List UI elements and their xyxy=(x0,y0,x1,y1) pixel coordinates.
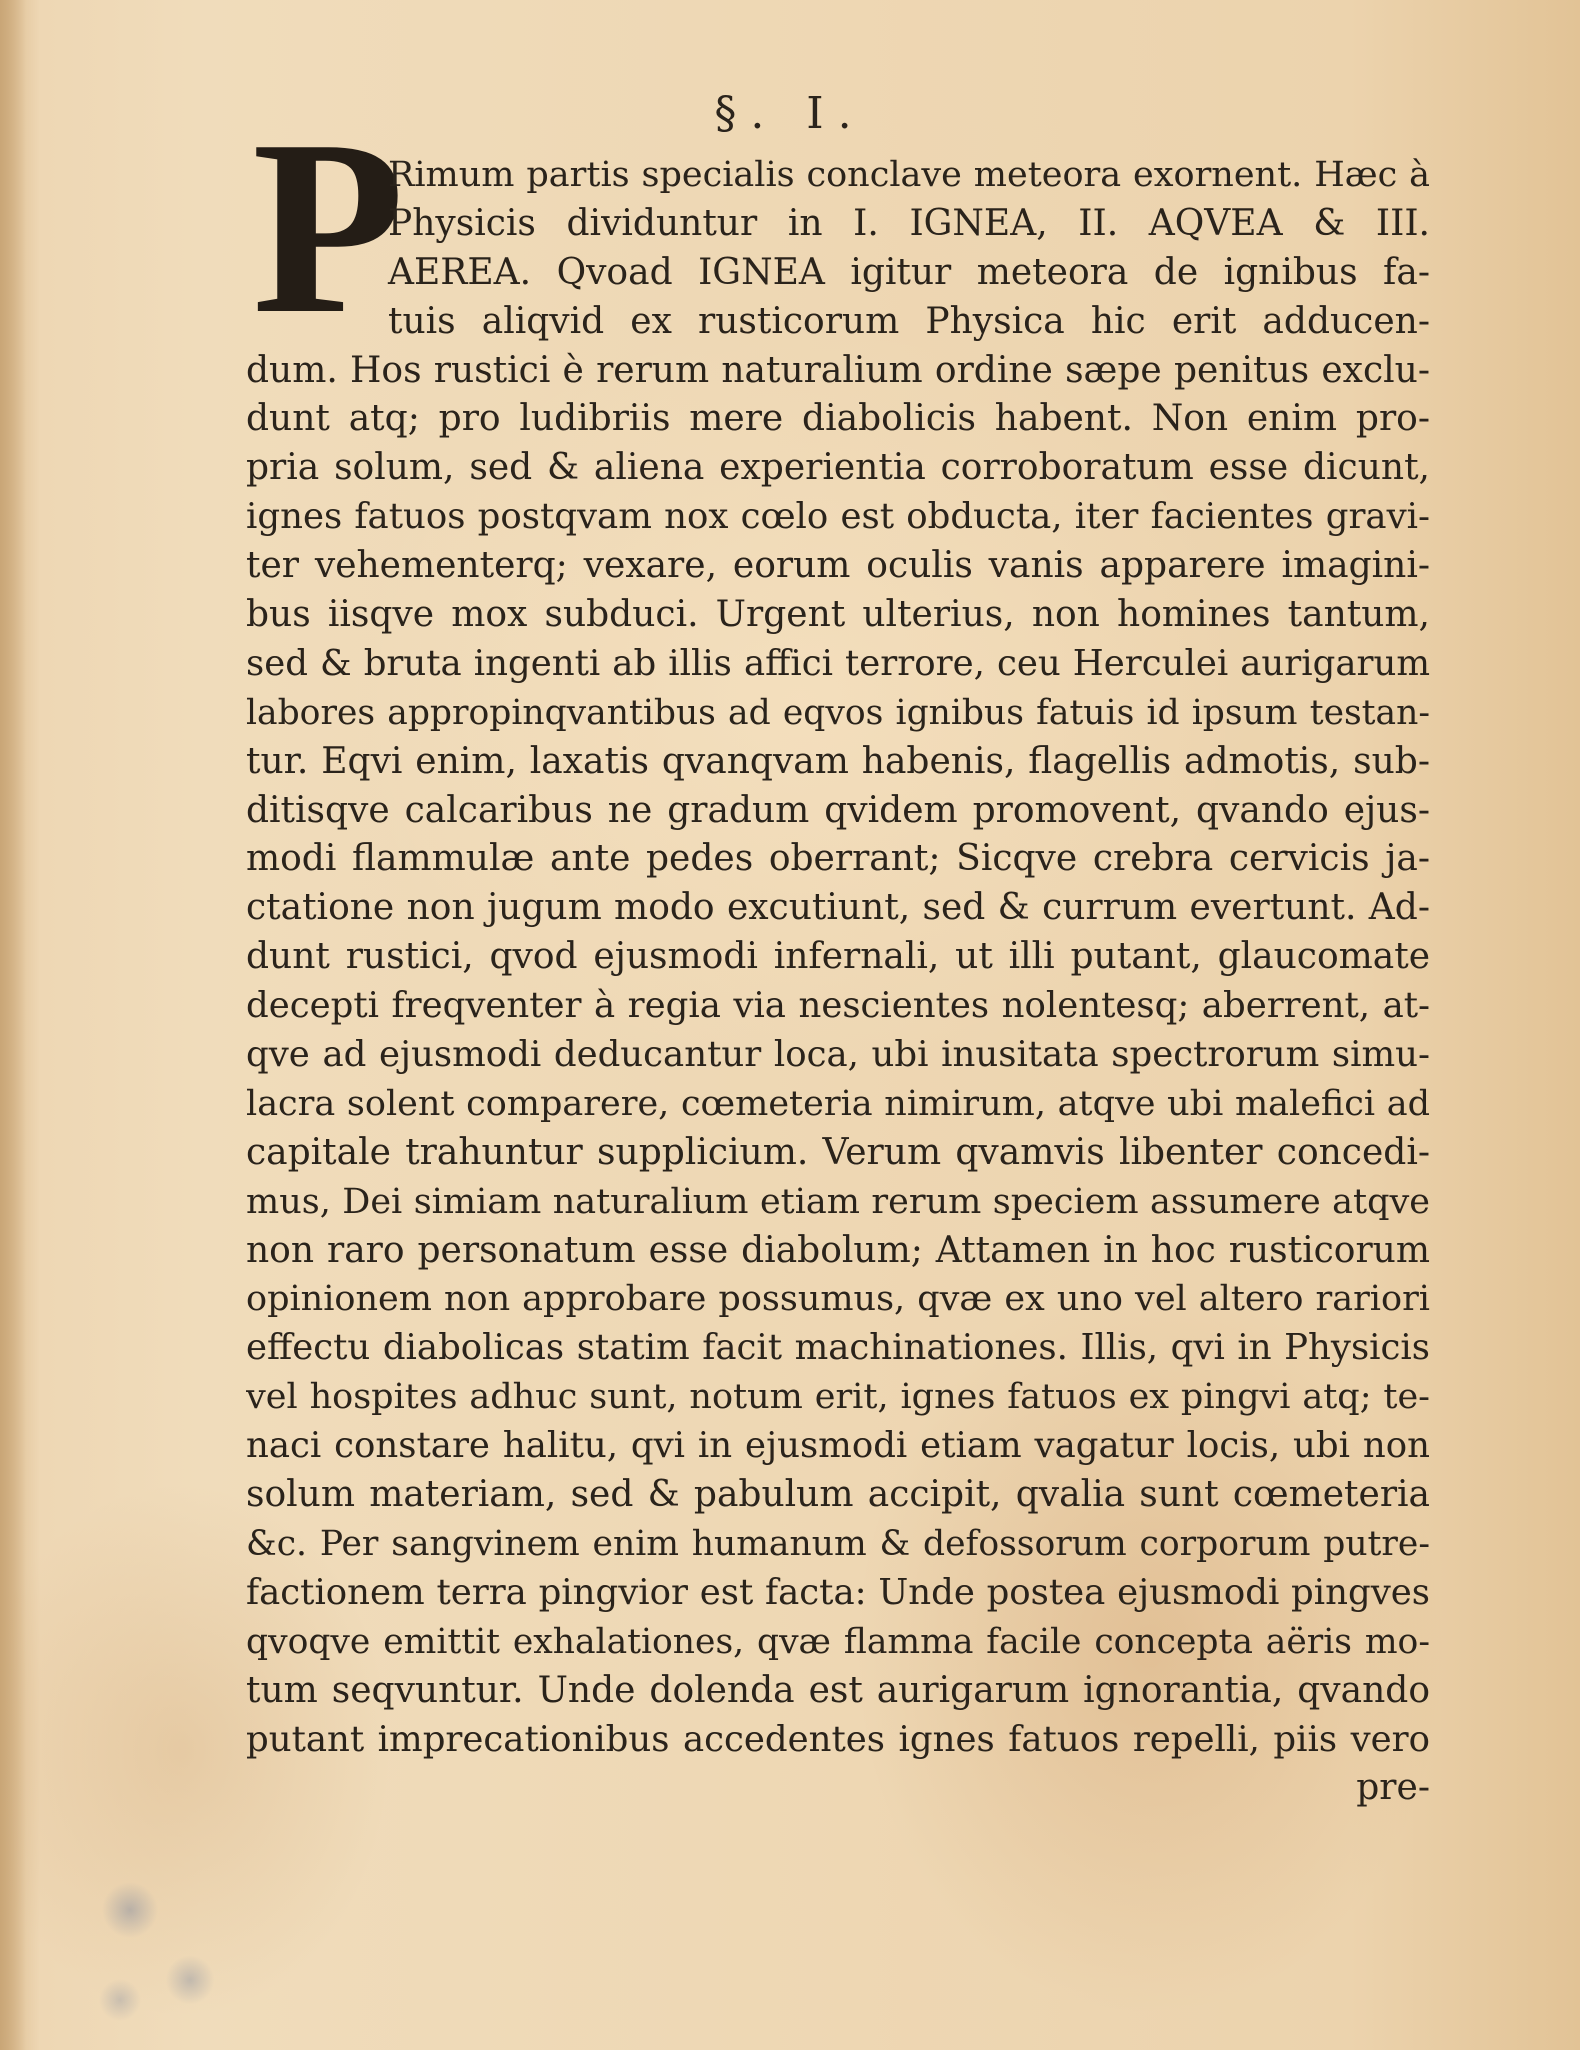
library-stamp-smudge xyxy=(70,1850,240,2040)
text-line: qvoqve emittit exhalationes, qvæ flamma facile concepta aëris mo- xyxy=(246,1621,1430,1662)
text-line: dunt rustici, qvod ejusmodi infernali, ut illi putant, glaucomate xyxy=(246,936,1430,978)
drop-cap-initial: P xyxy=(252,89,405,366)
text-line: AEREA. Qvoad IGNEA igitur meteora de ignibus fa- xyxy=(388,251,1430,293)
text-line: lacra solent comparere, cœmeteria nimirum, atqve ubi malefici ad xyxy=(246,1083,1430,1124)
text-line: pria solum, sed & aliena experientia corroboratum esse dicunt, xyxy=(246,447,1430,489)
text-line: opinionem non approbare possumus, qvæ ex uno vel altero rariori xyxy=(246,1279,1430,1320)
text-line: vel hospites adhuc sunt, notum erit, ignes fatuos ex pingvi atq; te- xyxy=(246,1377,1430,1418)
text-line: ctatione non jugum modo excutiunt, sed & currum evertunt. Ad- xyxy=(246,887,1430,929)
text-line: modi flammulæ ante pedes oberrant; Sicqve crebra cervicis ja- xyxy=(246,838,1430,880)
page-edge-shadow xyxy=(0,0,26,2050)
text-line: factionem terra pingvior est facta: Unde postea ejusmodi pingves xyxy=(246,1571,1430,1613)
text-line: dum. Hos rustici è rerum naturalium ordine sæpe penitus exclu- xyxy=(246,349,1430,391)
text-line: &c. Per sangvinem enim humanum & defossorum corporum putre- xyxy=(246,1523,1430,1564)
text-line: tur. Eqvi enim, laxatis qvanqvam habenis, flagellis admotis, sub- xyxy=(246,740,1430,782)
text-line: qve ad ejusmodi deducantur loca, ubi inusitata spectrorum simu- xyxy=(246,1034,1430,1076)
text-line: putant imprecationibus accedentes ignes fatuos repelli, piis vero xyxy=(246,1718,1430,1760)
text-line: non raro personatum esse diabolum; Attamen in hoc rusticorum xyxy=(246,1229,1430,1271)
text-line: naci constare halitu, qvi in ejusmodi etiam vagatur locis, ubi non xyxy=(246,1425,1430,1467)
text-line: Rimum partis specialis conclave meteora exornent. Hæc à xyxy=(388,155,1430,195)
text-line: labores appropinqvantibus ad eqvos ignibus fatuis id ipsum testan- xyxy=(246,692,1430,733)
text-line: decepti freqventer à regia via nescientes nolentesq; aberrent, at- xyxy=(246,985,1430,1027)
body-text xyxy=(246,151,1430,1813)
text-line: ignes fatuos postqvam nox cœlo est obducta, iter facientes gravi- xyxy=(246,496,1430,538)
text-line: ditisqve calcaribus ne gradum qvidem promovent, qvando ejus- xyxy=(246,789,1430,831)
text-line: Physicis dividuntur in I. IGNEA, II. AQVEA & III. xyxy=(388,202,1430,244)
text-line: effectu diabolicas statim facit machinationes. Illis, qvi in Physicis xyxy=(246,1327,1430,1369)
text-line: capitale trahuntur supplicium. Verum qvamvis libenter concedi- xyxy=(246,1131,1430,1173)
text-line: mus, Dei simiam naturalium etiam rerum speciem assumere atqve xyxy=(246,1181,1430,1222)
text-line: tuis aliqvid ex rusticorum Physica hic erit adducen- xyxy=(388,300,1430,342)
text-line: solum materiam, sed & pabulum accipit, qvalia sunt cœmeteria xyxy=(246,1474,1430,1516)
text-line: bus iisqve mox subduci. Urgent ulterius, non homines tantum, xyxy=(246,594,1430,636)
text-line: tum seqvuntur. Unde dolenda est aurigarum ignorantia, qvando xyxy=(246,1669,1430,1711)
section-heading: §. I. xyxy=(714,88,866,139)
text-line: sed & bruta ingenti ab illis affici terrore, ceu Herculei aurigarum xyxy=(246,642,1430,684)
text-line: ter vehementerq; vexare, eorum oculis vanis apparere imagini- xyxy=(246,545,1430,587)
catchword: pre- xyxy=(1356,1767,1430,1809)
text-line: dunt atq; pro ludibriis mere diabolicis habent. Non enim pro- xyxy=(246,398,1430,440)
